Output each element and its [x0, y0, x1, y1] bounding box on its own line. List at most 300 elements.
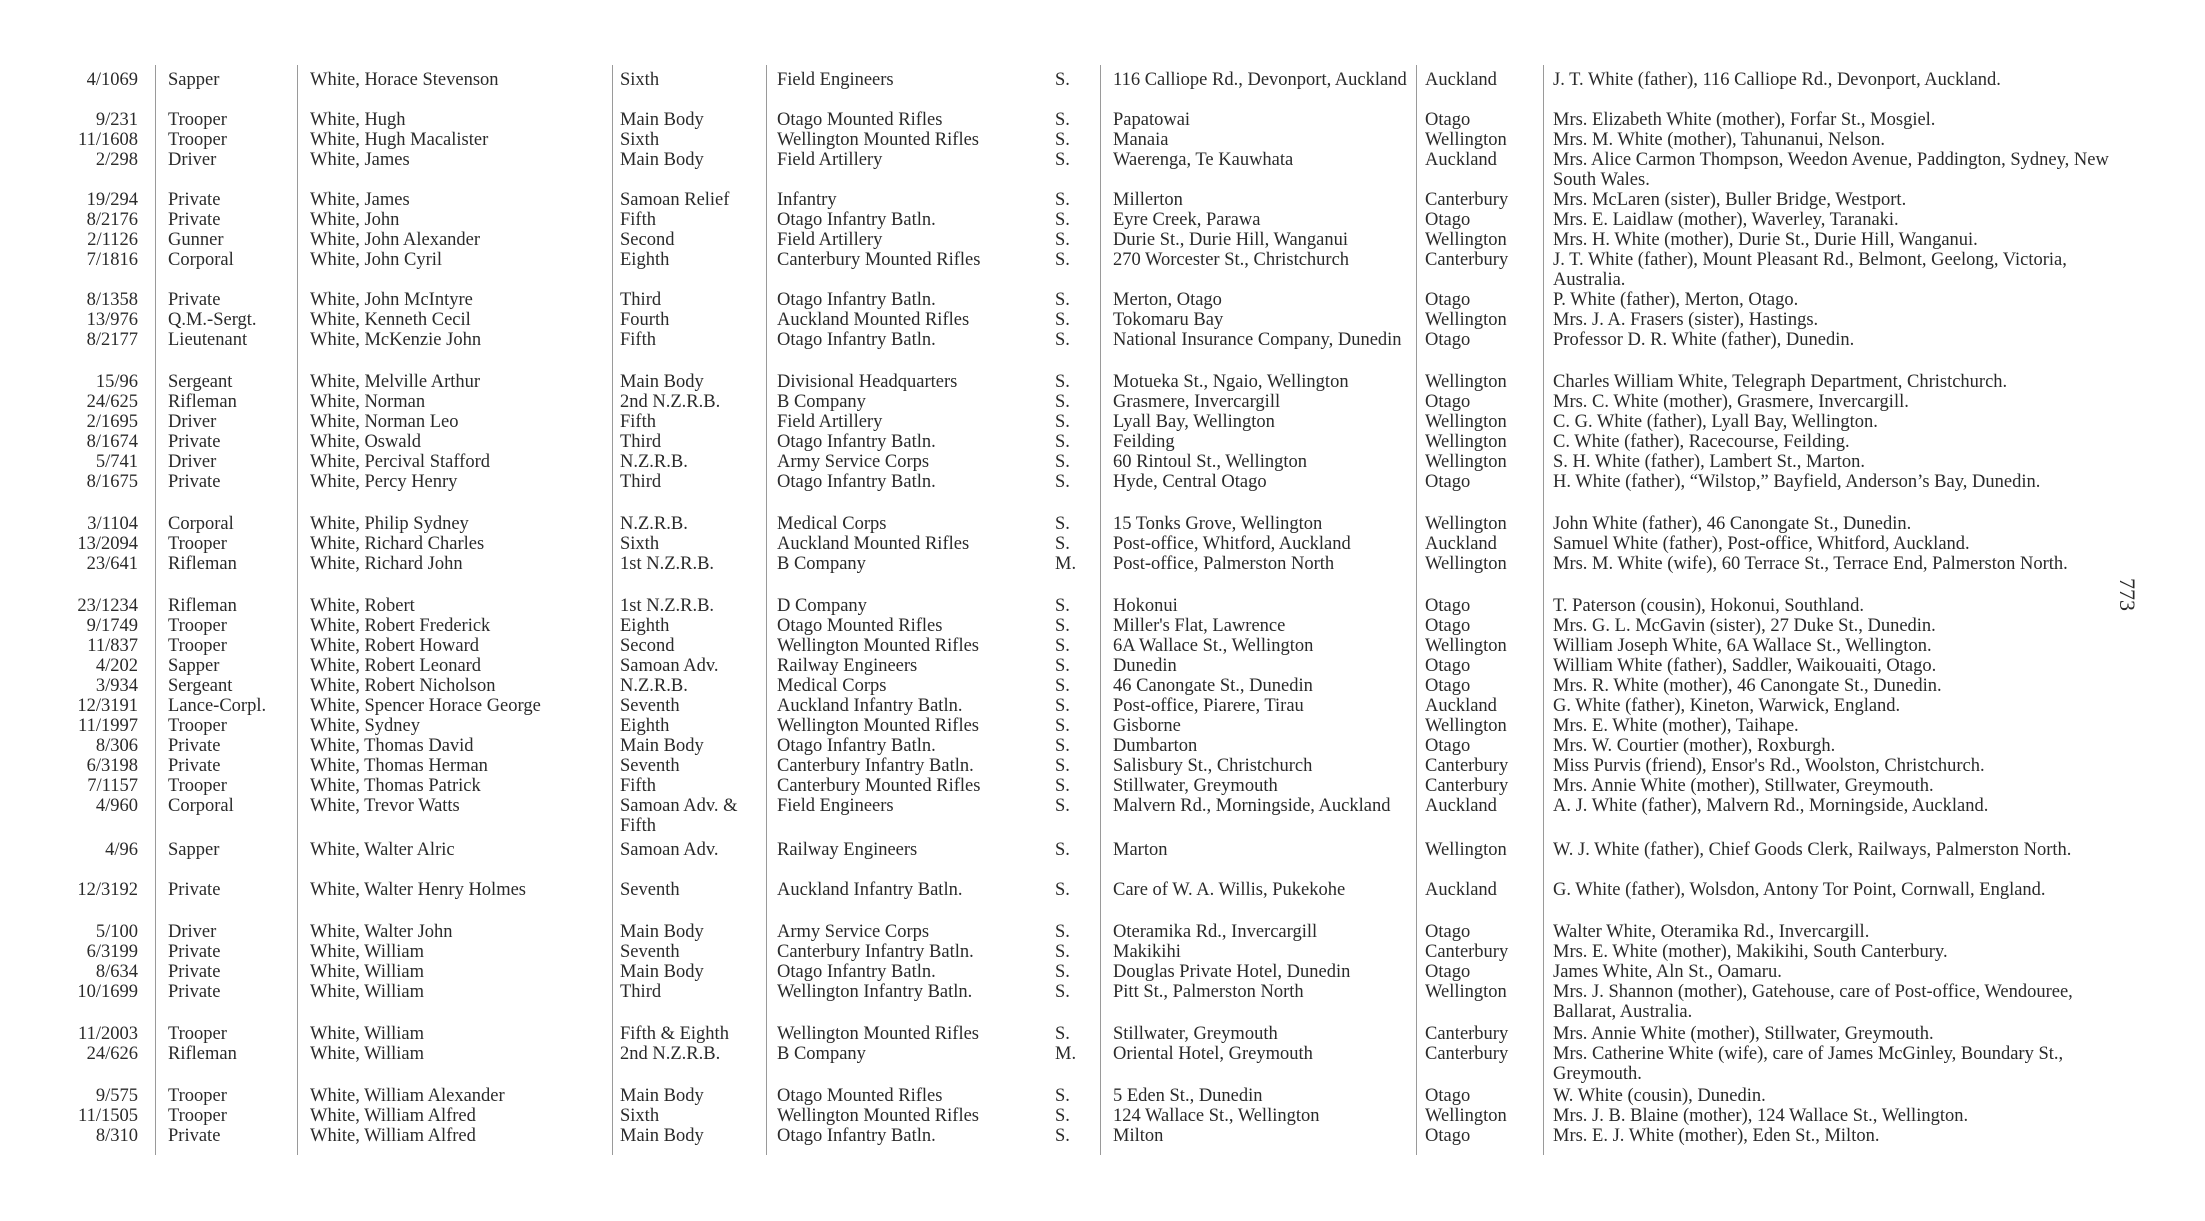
regimental-number: 2/298 [95, 150, 138, 170]
corps-unit: Railway Engineers [777, 840, 918, 860]
regimental-number: 24/625 [86, 392, 138, 412]
next-of-kin: Mrs. Alice Carmon Thompson, Weedon Avenue, Paddington, Sydney, New South Wales. [1553, 150, 2109, 190]
regimental-number: 5/100 [95, 922, 138, 942]
draft: Seventh [620, 756, 680, 776]
regimental-number: 9/231 [95, 110, 138, 130]
draft: Main Body [620, 150, 704, 170]
next-of-kin: Mrs. J. Shannon (mother), Gatehouse, care of Post-office, Wendouree, Ballarat, Australia. [1553, 982, 2073, 1022]
last-address: Merton, Otago [1113, 290, 1222, 310]
draft: Fifth & Eighth [620, 1024, 729, 1044]
next-of-kin: Mrs. Annie White (mother), Stillwater, Greymouth. [1553, 776, 1934, 796]
rank: Trooper [168, 1106, 227, 1126]
rank: Sergeant [168, 676, 233, 696]
soldier-name: White, Robert Nicholson [310, 676, 496, 696]
military-district: Auckland [1425, 796, 1497, 816]
corps-unit: Otago Mounted Rifles [777, 1086, 943, 1106]
military-district: Auckland [1425, 70, 1497, 90]
rank: Private [168, 472, 221, 492]
draft: N.Z.R.B. [620, 514, 688, 534]
regimental-number: 24/626 [86, 1044, 138, 1064]
draft: 2nd N.Z.R.B. [620, 392, 721, 412]
rank: Trooper [168, 636, 227, 656]
military-district: Auckland [1425, 696, 1497, 716]
rank: Trooper [168, 130, 227, 150]
rank: Private [168, 210, 221, 230]
soldier-name: White, Walter John [310, 922, 453, 942]
soldier-name: White, Robert Frederick [310, 616, 491, 636]
next-of-kin: J. T. White (father), 116 Calliope Rd., Devonport, Auckland. [1553, 70, 2001, 90]
marital-status: S. [1055, 922, 1070, 942]
military-district: Wellington [1425, 432, 1507, 452]
last-address: 270 Worcester St., Christchurch [1113, 250, 1350, 270]
marital-status: S. [1055, 840, 1070, 860]
military-district: Auckland [1425, 880, 1497, 900]
last-address: Stillwater, Greymouth [1113, 776, 1278, 796]
regimental-number: 8/634 [95, 962, 138, 982]
soldier-name: White, John [310, 210, 400, 230]
marital-status: S. [1055, 736, 1070, 756]
rank: Private [168, 982, 221, 1002]
military-district: Otago [1425, 472, 1471, 492]
regimental-number: 12/3192 [77, 880, 138, 900]
last-address: Durie St., Durie Hill, Wanganui [1113, 230, 1349, 250]
military-district: Otago [1425, 210, 1471, 230]
last-address: 124 Wallace St., Wellington [1113, 1106, 1320, 1126]
next-of-kin: Mrs. E. Laidlaw (mother), Waverley, Taranaki. [1553, 210, 1899, 230]
next-of-kin: T. Paterson (cousin), Hokonui, Southland. [1553, 596, 1865, 616]
soldier-name: White, James [310, 150, 410, 170]
next-of-kin: Mrs. Elizabeth White (mother), Forfar St., Mosgiel. [1553, 110, 1936, 130]
column-rule [1100, 65, 1101, 1155]
corps-unit: Medical Corps [777, 514, 887, 534]
marital-status: S. [1055, 982, 1070, 1002]
corps-unit: B Company [777, 392, 866, 412]
corps-unit: Otago Infantry Batln. [777, 330, 936, 350]
military-district: Otago [1425, 1126, 1471, 1146]
marital-status: S. [1055, 110, 1070, 130]
rank: Trooper [168, 110, 227, 130]
marital-status: S. [1055, 310, 1070, 330]
next-of-kin: James White, Aln St., Oamaru. [1553, 962, 1782, 982]
marital-status: S. [1055, 230, 1070, 250]
rank: Private [168, 962, 221, 982]
military-district: Auckland [1425, 150, 1497, 170]
rank: Corporal [168, 514, 234, 534]
corps-unit: Railway Engineers [777, 656, 918, 676]
military-district: Canterbury [1425, 190, 1509, 210]
last-address: Miller's Flat, Lawrence [1113, 616, 1286, 636]
draft: Samoan Adv. [620, 840, 719, 860]
draft: Samoan Adv. & Fifth [620, 796, 738, 836]
corps-unit: Wellington Mounted Rifles [777, 636, 979, 656]
regimental-number: 4/96 [105, 840, 138, 860]
last-address: 60 Rintoul St., Wellington [1113, 452, 1307, 472]
last-address: Pitt St., Palmerston North [1113, 982, 1304, 1002]
military-district: Wellington [1425, 982, 1507, 1002]
last-address: Gisborne [1113, 716, 1181, 736]
last-address: Feilding [1113, 432, 1175, 452]
soldier-name: White, Horace Stevenson [310, 70, 499, 90]
marital-status: S. [1055, 210, 1070, 230]
marital-status: S. [1055, 1086, 1070, 1106]
last-address: Oteramika Rd., Invercargill [1113, 922, 1318, 942]
soldier-name: White, James [310, 190, 410, 210]
rank: Lance-Corpl. [168, 696, 267, 716]
draft: Samoan Relief [620, 190, 730, 210]
soldier-name: White, Robert Leonard [310, 656, 482, 676]
regimental-number: 8/1675 [86, 472, 138, 492]
soldier-name: White, Spencer Horace George [310, 696, 541, 716]
draft: Main Body [620, 1086, 704, 1106]
regimental-number: 11/1997 [78, 716, 138, 736]
soldier-name: White, Richard Charles [310, 534, 485, 554]
draft: Third [620, 472, 662, 492]
soldier-name: White, John Cyril [310, 250, 443, 270]
marital-status: S. [1055, 636, 1070, 656]
soldier-name: White, William Alexander [310, 1086, 505, 1106]
military-district: Otago [1425, 616, 1471, 636]
draft: 2nd N.Z.R.B. [620, 1044, 721, 1064]
marital-status: S. [1055, 330, 1070, 350]
draft: Sixth [620, 534, 660, 554]
corps-unit: Field Engineers [777, 796, 894, 816]
rank: Sergeant [168, 372, 233, 392]
rank: Corporal [168, 250, 234, 270]
last-address: Care of W. A. Willis, Pukekohe [1113, 880, 1346, 900]
rank: Private [168, 290, 221, 310]
rank: Private [168, 756, 221, 776]
next-of-kin: G. White (father), Kineton, Warwick, England. [1553, 696, 1901, 716]
next-of-kin: Mrs. E. White (mother), Taihape. [1553, 716, 1799, 736]
corps-unit: Otago Infantry Batln. [777, 210, 936, 230]
draft: Third [620, 432, 662, 452]
soldier-name: White, William [310, 962, 424, 982]
next-of-kin: H. White (father), “Wilstop,” Bayfield, Anderson’s Bay, Dunedin. [1553, 472, 2041, 492]
regimental-number: 8/2176 [86, 210, 138, 230]
military-district: Wellington [1425, 514, 1507, 534]
next-of-kin: Mrs. G. L. McGavin (sister), 27 Duke St., Dunedin. [1553, 616, 1936, 636]
corps-unit: Auckland Mounted Rifles [777, 310, 970, 330]
draft: Main Body [620, 922, 704, 942]
draft: Sixth [620, 70, 660, 90]
regimental-number: 8/310 [95, 1126, 138, 1146]
corps-unit: Army Service Corps [777, 922, 930, 942]
regimental-number: 23/1234 [77, 596, 138, 616]
next-of-kin: John White (father), 46 Canongate St., Dunedin. [1553, 514, 1912, 534]
next-of-kin: W. J. White (father), Chief Goods Clerk, Railways, Palmerston North. [1553, 840, 2072, 860]
last-address: Milton [1113, 1126, 1164, 1146]
marital-status: S. [1055, 130, 1070, 150]
military-district: Auckland [1425, 534, 1497, 554]
regimental-number: 4/960 [95, 796, 138, 816]
military-district: Canterbury [1425, 776, 1509, 796]
column-rule [1416, 65, 1417, 1155]
corps-unit: B Company [777, 1044, 866, 1064]
next-of-kin: S. H. White (father), Lambert St., Marton. [1553, 452, 1866, 472]
marital-status: S. [1055, 962, 1070, 982]
page-number: 773 [2115, 578, 2140, 611]
last-address: Dunedin [1113, 656, 1177, 676]
last-address: Post-office, Piarere, Tirau [1113, 696, 1304, 716]
draft: Fourth [620, 310, 670, 330]
last-address: National Insurance Company, Dunedin [1113, 330, 1402, 350]
soldier-name: White, Percy Henry [310, 472, 458, 492]
regimental-number: 15/96 [95, 372, 138, 392]
next-of-kin: Miss Purvis (friend), Ensor's Rd., Woolston, Christchurch. [1553, 756, 1985, 776]
marital-status: S. [1055, 514, 1070, 534]
last-address: Hyde, Central Otago [1113, 472, 1267, 492]
last-address: Manaia [1113, 130, 1169, 150]
marital-status: S. [1055, 412, 1070, 432]
last-address: 6A Wallace St., Wellington [1113, 636, 1314, 656]
corps-unit: Otago Infantry Batln. [777, 432, 936, 452]
rank: Driver [168, 452, 217, 472]
regimental-number: 2/1695 [86, 412, 138, 432]
regimental-number: 4/202 [95, 656, 138, 676]
corps-unit: Medical Corps [777, 676, 887, 696]
rank: Driver [168, 412, 217, 432]
rank: Rifleman [168, 596, 237, 616]
rank: Private [168, 942, 221, 962]
military-district: Otago [1425, 330, 1471, 350]
marital-status: S. [1055, 676, 1070, 696]
marital-status: S. [1055, 70, 1070, 90]
rank: Private [168, 432, 221, 452]
last-address: Dumbarton [1113, 736, 1198, 756]
next-of-kin: Samuel White (father), Post-office, Whitford, Auckland. [1553, 534, 1970, 554]
next-of-kin: William White (father), Saddler, Waikouaiti, Otago. [1553, 656, 1937, 676]
soldier-name: White, Norman [310, 392, 426, 412]
last-address: Lyall Bay, Wellington [1113, 412, 1275, 432]
military-district: Canterbury [1425, 942, 1509, 962]
regimental-number: 9/575 [95, 1086, 138, 1106]
rank: Sapper [168, 656, 220, 676]
marital-status: S. [1055, 942, 1070, 962]
draft: Third [620, 290, 662, 310]
marital-status: S. [1055, 392, 1070, 412]
draft: Main Body [620, 372, 704, 392]
military-district: Wellington [1425, 452, 1507, 472]
soldier-name: White, Walter Henry Holmes [310, 880, 526, 900]
draft: Second [620, 636, 675, 656]
marital-status: S. [1055, 716, 1070, 736]
next-of-kin: J. T. White (father), Mount Pleasant Rd., Belmont, Geelong, Victoria, Australia. [1553, 250, 2067, 290]
military-district: Canterbury [1425, 756, 1509, 776]
last-address: Stillwater, Greymouth [1113, 1024, 1278, 1044]
corps-unit: Canterbury Infantry Batln. [777, 756, 974, 776]
regimental-number: 3/934 [95, 676, 138, 696]
corps-unit: Wellington Mounted Rifles [777, 716, 979, 736]
soldier-name: White, Thomas Herman [310, 756, 488, 776]
next-of-kin: Mrs. J. B. Blaine (mother), 124 Wallace St., Wellington. [1553, 1106, 1969, 1126]
corps-unit: Army Service Corps [777, 452, 930, 472]
corps-unit: Canterbury Mounted Rifles [777, 776, 981, 796]
military-district: Wellington [1425, 130, 1507, 150]
next-of-kin: Mrs. W. Courtier (mother), Roxburgh. [1553, 736, 1836, 756]
column-rule [1543, 65, 1544, 1155]
next-of-kin: A. J. White (father), Malvern Rd., Morningside, Auckland. [1553, 796, 1989, 816]
next-of-kin: P. White (father), Merton, Otago. [1553, 290, 1799, 310]
marital-status: S. [1055, 776, 1070, 796]
corps-unit: Canterbury Mounted Rifles [777, 250, 981, 270]
next-of-kin: Mrs. E. White (mother), Makikihi, South Canterbury. [1553, 942, 1948, 962]
last-address: Marton [1113, 840, 1168, 860]
corps-unit: Wellington Infantry Batln. [777, 982, 973, 1002]
rank: Gunner [168, 230, 224, 250]
soldier-name: White, William [310, 1024, 424, 1044]
rank: Rifleman [168, 554, 237, 574]
last-address: Makikihi [1113, 942, 1181, 962]
marital-status: S. [1055, 1106, 1070, 1126]
corps-unit: Auckland Infantry Batln. [777, 696, 963, 716]
draft: Third [620, 982, 662, 1002]
next-of-kin: Mrs. E. J. White (mother), Eden St., Milton. [1553, 1126, 1880, 1146]
soldier-name: White, John McIntyre [310, 290, 473, 310]
soldier-name: White, William Alfred [310, 1106, 476, 1126]
next-of-kin: Mrs. M. White (mother), Tahunanui, Nelson. [1553, 130, 1885, 150]
marital-status: S. [1055, 1024, 1070, 1044]
corps-unit: Otago Mounted Rifles [777, 110, 943, 130]
regimental-number: 11/1505 [78, 1106, 138, 1126]
corps-unit: Field Artillery [777, 150, 883, 170]
next-of-kin: Charles William White, Telegraph Department, Christchurch. [1553, 372, 2008, 392]
draft: Eighth [620, 250, 670, 270]
marital-status: S. [1055, 796, 1070, 816]
draft: Sixth [620, 1106, 660, 1126]
corps-unit: Divisional Headquarters [777, 372, 958, 392]
regimental-number: 9/1749 [86, 616, 138, 636]
military-district: Otago [1425, 962, 1471, 982]
rank: Private [168, 190, 221, 210]
last-address: Tokomaru Bay [1113, 310, 1224, 330]
military-district: Otago [1425, 656, 1471, 676]
soldier-name: White, Richard John [310, 554, 463, 574]
marital-status: S. [1055, 616, 1070, 636]
last-address: Malvern Rd., Morningside, Auckland [1113, 796, 1391, 816]
draft: Seventh [620, 942, 680, 962]
next-of-kin: C. White (father), Racecourse, Feilding. [1553, 432, 1850, 452]
regimental-number: 3/1104 [87, 514, 138, 534]
regimental-number: 12/3191 [77, 696, 138, 716]
regimental-number: 10/1699 [77, 982, 138, 1002]
soldier-name: White, Norman Leo [310, 412, 459, 432]
rank: Private [168, 880, 221, 900]
regimental-number: 19/294 [86, 190, 138, 210]
rank: Rifleman [168, 392, 237, 412]
draft: Main Body [620, 1126, 704, 1146]
last-address: Salisbury St., Christchurch [1113, 756, 1313, 776]
last-address: 46 Canongate St., Dunedin [1113, 676, 1313, 696]
draft: Fifth [620, 776, 656, 796]
rank: Trooper [168, 1024, 227, 1044]
rank: Private [168, 1126, 221, 1146]
marital-status: S. [1055, 432, 1070, 452]
soldier-name: White, McKenzie John [310, 330, 482, 350]
rank: Rifleman [168, 1044, 237, 1064]
soldier-name: White, Robert [310, 596, 415, 616]
corps-unit: Otago Infantry Batln. [777, 290, 936, 310]
marital-status: S. [1055, 534, 1070, 554]
corps-unit: Infantry [777, 190, 837, 210]
next-of-kin: Mrs. Annie White (mother), Stillwater, Greymouth. [1553, 1024, 1934, 1044]
draft: Fifth [620, 412, 656, 432]
last-address: 15 Tonks Grove, Wellington [1113, 514, 1323, 534]
rank: Sapper [168, 70, 220, 90]
military-district: Wellington [1425, 372, 1507, 392]
soldier-name: White, William Alfred [310, 1126, 476, 1146]
military-district: Otago [1425, 290, 1471, 310]
military-district: Wellington [1425, 310, 1507, 330]
marital-status: S. [1055, 190, 1070, 210]
draft: Seventh [620, 696, 680, 716]
marital-status: S. [1055, 472, 1070, 492]
soldier-name: White, Hugh Macalister [310, 130, 489, 150]
soldier-name: White, Melville Arthur [310, 372, 481, 392]
regimental-number: 2/1126 [87, 230, 138, 250]
military-district: Canterbury [1425, 1044, 1509, 1064]
marital-status: S. [1055, 150, 1070, 170]
last-address: Papatowai [1113, 110, 1191, 130]
next-of-kin: Mrs. C. White (mother), Grasmere, Invercargill. [1553, 392, 1909, 412]
soldier-name: White, William [310, 1044, 424, 1064]
last-address: 116 Calliope Rd., Devonport, Auckland [1113, 70, 1407, 90]
draft: Second [620, 230, 675, 250]
last-address: Millerton [1113, 190, 1183, 210]
last-address: Douglas Private Hotel, Dunedin [1113, 962, 1351, 982]
draft: Fifth [620, 330, 656, 350]
last-address: Grasmere, Invercargill [1113, 392, 1281, 412]
next-of-kin: W. White (cousin), Dunedin. [1553, 1086, 1766, 1106]
column-rule [297, 65, 298, 1155]
draft: Fifth [620, 210, 656, 230]
next-of-kin: Mrs. McLaren (sister), Buller Bridge, Westport. [1553, 190, 1907, 210]
military-district: Wellington [1425, 554, 1507, 574]
regimental-number: 11/1608 [78, 130, 138, 150]
corps-unit: Field Artillery [777, 412, 883, 432]
rank: Trooper [168, 534, 227, 554]
military-district: Otago [1425, 110, 1471, 130]
soldier-name: White, Percival Stafford [310, 452, 490, 472]
rank: Driver [168, 150, 217, 170]
draft: Eighth [620, 716, 670, 736]
marital-status: M. [1055, 554, 1077, 574]
soldier-name: White, William [310, 982, 424, 1002]
regimental-number: 4/1069 [86, 70, 138, 90]
rank: Private [168, 736, 221, 756]
rank: Lieutenant [168, 330, 248, 350]
next-of-kin: Mrs. Catherine White (wife), care of James McGinley, Boundary St., Greymouth. [1553, 1044, 2064, 1084]
marital-status: S. [1055, 290, 1070, 310]
corps-unit: Otago Infantry Batln. [777, 736, 936, 756]
military-district: Wellington [1425, 716, 1507, 736]
last-address: Waerenga, Te Kauwhata [1113, 150, 1294, 170]
next-of-kin: Mrs. J. A. Frasers (sister), Hastings. [1553, 310, 1819, 330]
military-district: Wellington [1425, 636, 1507, 656]
regimental-number: 23/641 [86, 554, 138, 574]
regimental-number: 7/1816 [86, 250, 138, 270]
soldier-name: White, Robert Howard [310, 636, 480, 656]
marital-status: S. [1055, 656, 1070, 676]
soldier-name: White, John Alexander [310, 230, 481, 250]
regimental-number: 7/1157 [87, 776, 138, 796]
next-of-kin: Mrs. R. White (mother), 46 Canongate St., Dunedin. [1553, 676, 1942, 696]
regimental-number: 6/3199 [86, 942, 138, 962]
soldier-name: White, Sydney [310, 716, 420, 736]
corps-unit: D Company [777, 596, 867, 616]
marital-status: S. [1055, 696, 1070, 716]
corps-unit: Field Artillery [777, 230, 883, 250]
rank: Driver [168, 922, 217, 942]
